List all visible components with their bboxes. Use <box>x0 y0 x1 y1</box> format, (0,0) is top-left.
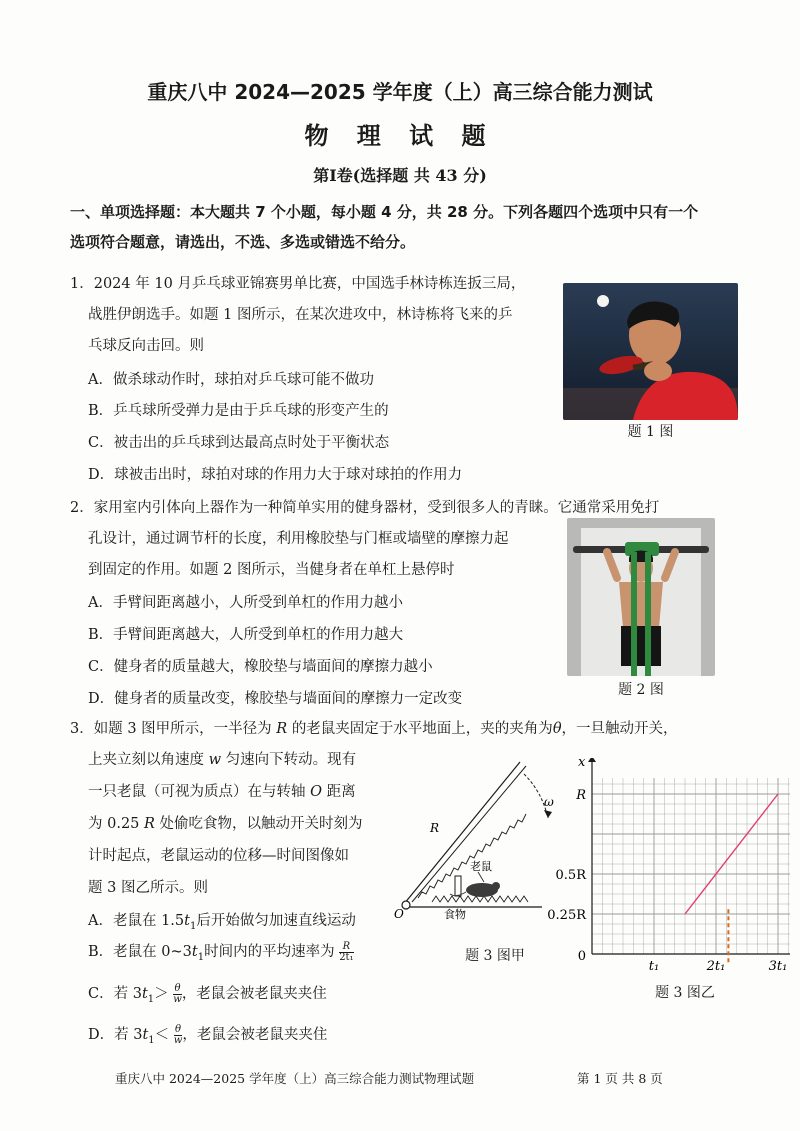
q1-option-d: D．球被击出时，球拍对球的作用力大于球对球拍的作用力 <box>88 467 463 483</box>
label-R: R <box>430 821 440 835</box>
q1-option-b: B．乒乓球所受弹力是由于乒乓球的形变产生的 <box>88 403 389 419</box>
q3-t-subscript-c: 1 <box>147 993 155 1005</box>
q3-option-d-operator: ＜ <box>154 1027 170 1043</box>
q3-option-d-text-2: ，老鼠会被老鼠夹夹住 <box>182 1027 328 1043</box>
q3-option-c-fraction <box>173 984 182 1005</box>
q3-t-subscript: 1 <box>189 920 197 932</box>
q3-option-d <box>88 1023 327 1046</box>
label-O: O <box>394 907 404 921</box>
q3-option-c-denominator: w <box>173 993 182 1005</box>
section-instructions <box>70 197 740 257</box>
food-block <box>455 876 461 896</box>
q3-line-6: 题 3 图乙所示。则 <box>88 880 208 896</box>
q3-option-b-fraction <box>339 942 353 963</box>
x-tick-t1: t₁ <box>648 959 660 974</box>
instruction-line-1: 一、单项选择题：本大题共 7 个小题，每小题 4 分，共 28 分。下列各题四个选项中只有一个 <box>70 203 699 221</box>
q1-option-a: A．做杀球动作时，球拍对乒乓球可能不做功 <box>88 372 374 388</box>
label-mouse: 老鼠 <box>470 860 492 873</box>
q2-line-3: 到固定的作用。如题 2 图所示，当健身者在单杠上悬停时 <box>88 562 455 578</box>
q2-option-d: D．健身者的质量改变，橡胶垫与墙面间的摩擦力一定改变 <box>88 691 463 707</box>
q3-line-1c: ，一旦触动开关， <box>561 721 678 737</box>
part-title: 第Ⅰ卷(选择题 共 43 分) <box>313 166 487 185</box>
q3-line-5: 计时起点，老鼠运动的位移—时间图像如 <box>88 848 349 864</box>
q3-option-d-numerator: θ <box>175 1023 182 1035</box>
figure-1-caption: 题 1 图 <box>627 424 674 440</box>
q3-option-b-text-2: 时间内的平均速率为 <box>204 944 335 960</box>
q3-option-d-denominator: w <box>173 1034 183 1046</box>
q3-omega-symbol: w <box>208 752 222 768</box>
q3-radius-symbol: R <box>276 721 288 737</box>
figure-2-photo <box>567 518 715 676</box>
y-tick-0.25R: 0.25R <box>547 908 586 923</box>
q3-option-a <box>88 909 356 932</box>
figure-1-photo <box>563 283 738 420</box>
q1-line-1: 1．2024 年 10 月乒乓球亚锦赛男单比赛，中国选手林诗栋连扳三局， <box>70 276 526 292</box>
q2-option-c: C．健身者的质量越大，橡胶垫与墙面间的摩擦力越小 <box>88 659 433 675</box>
q3-option-c-text-2: ，老鼠会被老鼠夹夹住 <box>181 986 327 1002</box>
q3-line-1a: 3．如题 3 图甲所示，一半径为 <box>70 721 272 737</box>
q3-option-c-numerator: θ <box>174 982 181 994</box>
q3-line-2b: 匀速向下转动。现有 <box>225 752 357 768</box>
q3-line-3a: 一只老鼠（可视为质点）在与转轴 <box>88 784 306 800</box>
label-food: 食物 <box>444 908 466 921</box>
q3-t-symbol: t <box>184 913 190 929</box>
q3-line-3 <box>88 780 356 801</box>
trap-upper-jaw <box>404 762 520 904</box>
figure-3a-diagram <box>392 752 562 922</box>
q3-t-subscript-b: 1 <box>197 951 205 963</box>
footer-title: 重庆八中 2024—2025 学年度（上）高三综合能力测试物理试题 <box>115 1071 475 1086</box>
q3-option-b <box>88 940 354 963</box>
q3-theta-symbol: θ <box>552 721 562 737</box>
x-tick-3t1: 3t₁ <box>768 959 788 974</box>
q3-line-4b: 处偷吃食物，以触动开关时刻为 <box>159 816 363 832</box>
q1-option-c: C．被击出的乒乓球到达最高点时处于平衡状态 <box>88 435 390 451</box>
origin-label: 0 <box>577 949 586 964</box>
q3-line-2 <box>88 748 356 769</box>
q2-line-1: 2．家用室内引体向上器作为一种简单实用的健身器材，受到很多人的青睐。它通常采用免打 <box>70 500 660 516</box>
y-tick-0.5R: 0.5R <box>555 868 586 883</box>
q2-line-2: 孔设计，通过调节杆的长度，利用橡胶垫与门框或墙壁的摩擦力起 <box>88 531 509 547</box>
footer-page-number: 第 1 页 共 8 页 <box>577 1071 663 1086</box>
x-tick-2t1: 2t₁ <box>706 959 726 974</box>
q3-t-symbol-c: t <box>141 986 148 1002</box>
q3-line-1 <box>70 717 678 738</box>
q3-line-1b: 的老鼠夹固定于水平地面上，夹的夹角为 <box>291 721 553 737</box>
chart-grid <box>592 778 790 954</box>
q3-option-c-text-1: C．若 3 <box>88 986 142 1002</box>
q3-option-c <box>88 982 327 1005</box>
y-tick-R: R <box>576 788 586 803</box>
figure-2-caption: 题 2 图 <box>618 682 664 698</box>
q3-t-subscript-d: 1 <box>148 1034 155 1046</box>
q3-t-symbol-b: t <box>191 944 198 960</box>
q1-line-2: 战胜伊朗选手。如题 1 图所示，在某次进攻中，林诗栋将飞来的乒 <box>88 307 513 323</box>
q3-radius-symbol-2: R <box>144 816 155 832</box>
mouse-pointer-line <box>478 872 484 882</box>
instruction-line-2: 选项符合题意，请选出，不选、多选或错选不给分。 <box>70 233 416 251</box>
label-omega: ω <box>544 795 554 809</box>
q3-axis-symbol: O <box>310 784 322 800</box>
q3-line-4 <box>88 812 363 833</box>
q3-line-2a: 上夹立刻以角速度 <box>88 752 204 768</box>
y-axis-arrow <box>588 758 596 762</box>
figure-3b-xt-chart <box>540 758 790 976</box>
q3-line-4a: 为 0.25 <box>88 816 140 832</box>
q3-line-3b: 距离 <box>326 784 356 800</box>
q3-option-a-text-2: 后开始做匀加速直线运动 <box>196 913 356 929</box>
q1-line-3: 乓球反向击回。则 <box>88 338 204 354</box>
q3-option-b-text-1: B．老鼠在 0~3 <box>88 944 192 960</box>
figure-3a-caption: 题 3 图甲 <box>465 948 525 964</box>
figure-3b-caption: 题 3 图乙 <box>655 985 715 1001</box>
q2-option-b: B．手臂间距离越大，人所受到单杠的作用力越大 <box>88 627 404 643</box>
q3-option-a-text-1: A．老鼠在 1.5 <box>88 913 185 929</box>
q3-option-d-text-1: D．若 3 <box>88 1027 143 1043</box>
q3-option-b-numerator: R <box>339 942 353 953</box>
subject-title: 物 理 试 题 <box>304 122 496 150</box>
q2-option-a: A．手臂间距离越小，人所受到单杠的作用力越小 <box>88 595 403 611</box>
q3-option-b-denominator: 2t₁ <box>339 951 354 963</box>
mouse-head-icon <box>492 882 500 890</box>
exam-title: 重庆八中 2024—2025 学年度（上）高三综合能力测试 <box>147 80 653 104</box>
q3-option-c-operator: ＞ <box>154 986 169 1002</box>
y-axis-label: x <box>578 758 586 770</box>
q3-t-symbol-d: t <box>142 1027 149 1043</box>
